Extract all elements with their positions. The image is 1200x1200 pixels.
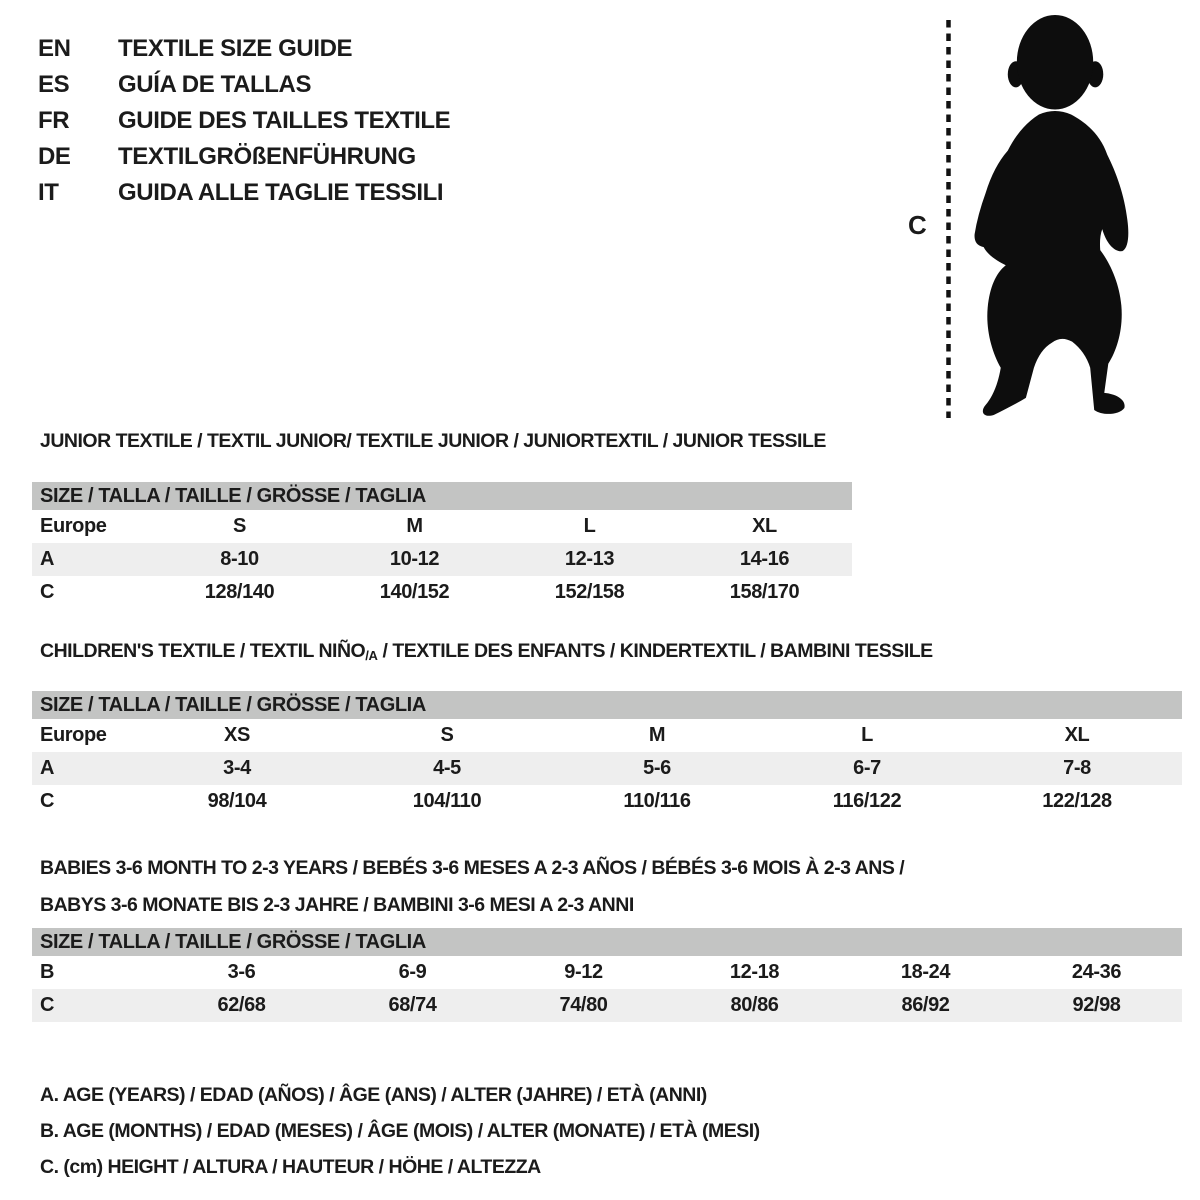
children-title-text: / TEXTILE DES ENFANTS / KINDERTEXTIL / BAMBINI TESSILE bbox=[377, 640, 933, 662]
europe-size-row bbox=[32, 510, 852, 543]
table-cell: XL bbox=[752, 515, 777, 537]
language-row-de bbox=[38, 139, 450, 175]
table-cell: 6-9 bbox=[398, 961, 427, 983]
age-years-row bbox=[32, 543, 852, 576]
table-cell: 74/80 bbox=[498, 989, 669, 1022]
language-title: GUIDA ALLE TAGLIE TESSILI bbox=[118, 179, 444, 206]
language-code: FR bbox=[38, 107, 70, 134]
row-label: A bbox=[32, 543, 152, 576]
table-header-row bbox=[32, 928, 1182, 956]
row-label: A bbox=[32, 752, 132, 785]
table-cell: S bbox=[233, 515, 246, 537]
table-cell: L bbox=[583, 515, 596, 537]
row-label: C bbox=[40, 790, 55, 812]
table-cell: 86/92 bbox=[840, 989, 1011, 1022]
children-title-text: CHILDREN'S TEXTILE / TEXTIL NIÑO bbox=[40, 640, 366, 662]
table-header-row bbox=[32, 691, 1182, 719]
table-cell: 12-18 bbox=[729, 961, 780, 983]
row-label: B bbox=[40, 961, 55, 983]
table-cell: 8-10 bbox=[152, 543, 327, 576]
legend-line-height-cm: C. (cm) HEIGHT / ALTURA / HAUTEUR / HÖHE / ALTEZZA bbox=[40, 1156, 541, 1178]
table-cell: 18-24 bbox=[900, 961, 951, 983]
height-cm-row bbox=[32, 785, 1182, 818]
row-label: C bbox=[32, 989, 156, 1022]
junior-size-table bbox=[32, 482, 852, 609]
language-title: TEXTILGRÖßENFÜHRUNG bbox=[118, 143, 416, 170]
babies-title-line1: BABIES 3-6 MONTH TO 2-3 YEARS / BEBÉS 3-6 MESES A 2-3 AÑOS / BÉBÉS 3-6 MOIS À 2-3 ANS / bbox=[40, 857, 905, 879]
babies-title-line2: BABYS 3-6 MONATE BIS 2-3 JAHRE / BAMBINI 3-6 MESI A 2-3 ANNI bbox=[40, 894, 634, 916]
table-cell: 80/86 bbox=[669, 989, 840, 1022]
age-years-row bbox=[32, 752, 1182, 785]
language-title: GUIDE DES TAILLES TEXTILE bbox=[118, 107, 451, 134]
legend-line-age-months: B. AGE (MONTHS) / EDAD (MESES) / ÂGE (MOIS) / ALTER (MONATE) / ETÀ (MESI) bbox=[40, 1120, 760, 1142]
language-title-list bbox=[38, 31, 450, 211]
children-title-subscript: /A bbox=[365, 648, 378, 663]
europe-size-row bbox=[32, 719, 1182, 752]
row-label: Europe bbox=[40, 724, 107, 746]
children-section-title bbox=[40, 640, 933, 663]
row-label: C bbox=[40, 581, 55, 603]
size-header-cell: SIZE / TALLA / TAILLE / GRÖSSE / TAGLIA bbox=[32, 928, 1182, 956]
measurement-legend bbox=[40, 1077, 760, 1185]
row-label: Europe bbox=[40, 515, 107, 537]
language-row-it bbox=[38, 175, 450, 211]
language-code: EN bbox=[38, 35, 71, 62]
table-cell: 62/68 bbox=[156, 989, 327, 1022]
table-cell: XL bbox=[1064, 724, 1090, 746]
table-cell: 128/140 bbox=[204, 581, 275, 603]
table-cell: 104/110 bbox=[412, 790, 482, 812]
table-cell: 140/152 bbox=[379, 581, 450, 603]
table-cell: 12-13 bbox=[502, 543, 677, 576]
language-code: DE bbox=[38, 143, 71, 170]
table-cell: 92/98 bbox=[1011, 989, 1182, 1022]
height-cm-row bbox=[32, 576, 852, 609]
babies-size-table bbox=[32, 928, 1182, 1022]
language-title: GUÍA DE TALLAS bbox=[118, 71, 312, 98]
size-header-cell: SIZE / TALLA / TAILLE / GRÖSSE / TAGLIA bbox=[32, 482, 852, 510]
height-measure-label: C bbox=[908, 210, 927, 240]
language-code: ES bbox=[38, 71, 70, 98]
table-cell: M bbox=[648, 724, 666, 746]
table-cell: XS bbox=[224, 724, 250, 746]
table-cell: 14-16 bbox=[677, 543, 852, 576]
table-cell: 9-12 bbox=[564, 961, 603, 983]
table-cell: 3-4 bbox=[132, 752, 342, 785]
language-code: IT bbox=[38, 179, 59, 206]
size-header-cell: SIZE / TALLA / TAILLE / GRÖSSE / TAGLIA bbox=[32, 691, 1182, 719]
junior-section-title: JUNIOR TEXTILE / TEXTIL JUNIOR/ TEXTILE JUNIOR / JUNIORTEXTIL / JUNIOR TESSILE bbox=[40, 430, 826, 452]
table-cell: 7-8 bbox=[972, 752, 1182, 785]
table-cell: M bbox=[406, 515, 423, 537]
table-cell: S bbox=[440, 724, 454, 746]
table-cell: 98/104 bbox=[207, 790, 267, 812]
table-cell: 110/116 bbox=[623, 790, 691, 812]
table-cell: 122/128 bbox=[1042, 790, 1112, 812]
table-cell: 10-12 bbox=[327, 543, 502, 576]
age-months-row bbox=[32, 956, 1182, 989]
table-cell: 68/74 bbox=[327, 989, 498, 1022]
table-cell: L bbox=[861, 724, 873, 746]
table-cell: 3-6 bbox=[227, 961, 256, 983]
babies-section-title bbox=[40, 850, 904, 924]
height-dashed-line-icon bbox=[944, 18, 953, 420]
table-cell: 116/122 bbox=[832, 790, 902, 812]
table-cell: 4-5 bbox=[342, 752, 552, 785]
language-row-en bbox=[38, 31, 450, 67]
table-cell: 152/158 bbox=[554, 581, 625, 603]
language-title: TEXTILE SIZE GUIDE bbox=[118, 35, 353, 62]
language-row-fr bbox=[38, 103, 450, 139]
height-cm-row bbox=[32, 989, 1182, 1022]
children-size-table bbox=[32, 691, 1182, 818]
legend-line-age-years: A. AGE (YEARS) / EDAD (AÑOS) / ÂGE (ANS) / ALTER (JAHRE) / ETÀ (ANNI) bbox=[40, 1084, 707, 1106]
table-cell: 158/170 bbox=[729, 581, 800, 603]
table-header-row bbox=[32, 482, 852, 510]
language-row-es bbox=[38, 67, 450, 103]
table-cell: 6-7 bbox=[762, 752, 972, 785]
toddler-silhouette-icon bbox=[963, 14, 1140, 418]
table-cell: 24-36 bbox=[1071, 961, 1122, 983]
table-cell: 5-6 bbox=[552, 752, 762, 785]
